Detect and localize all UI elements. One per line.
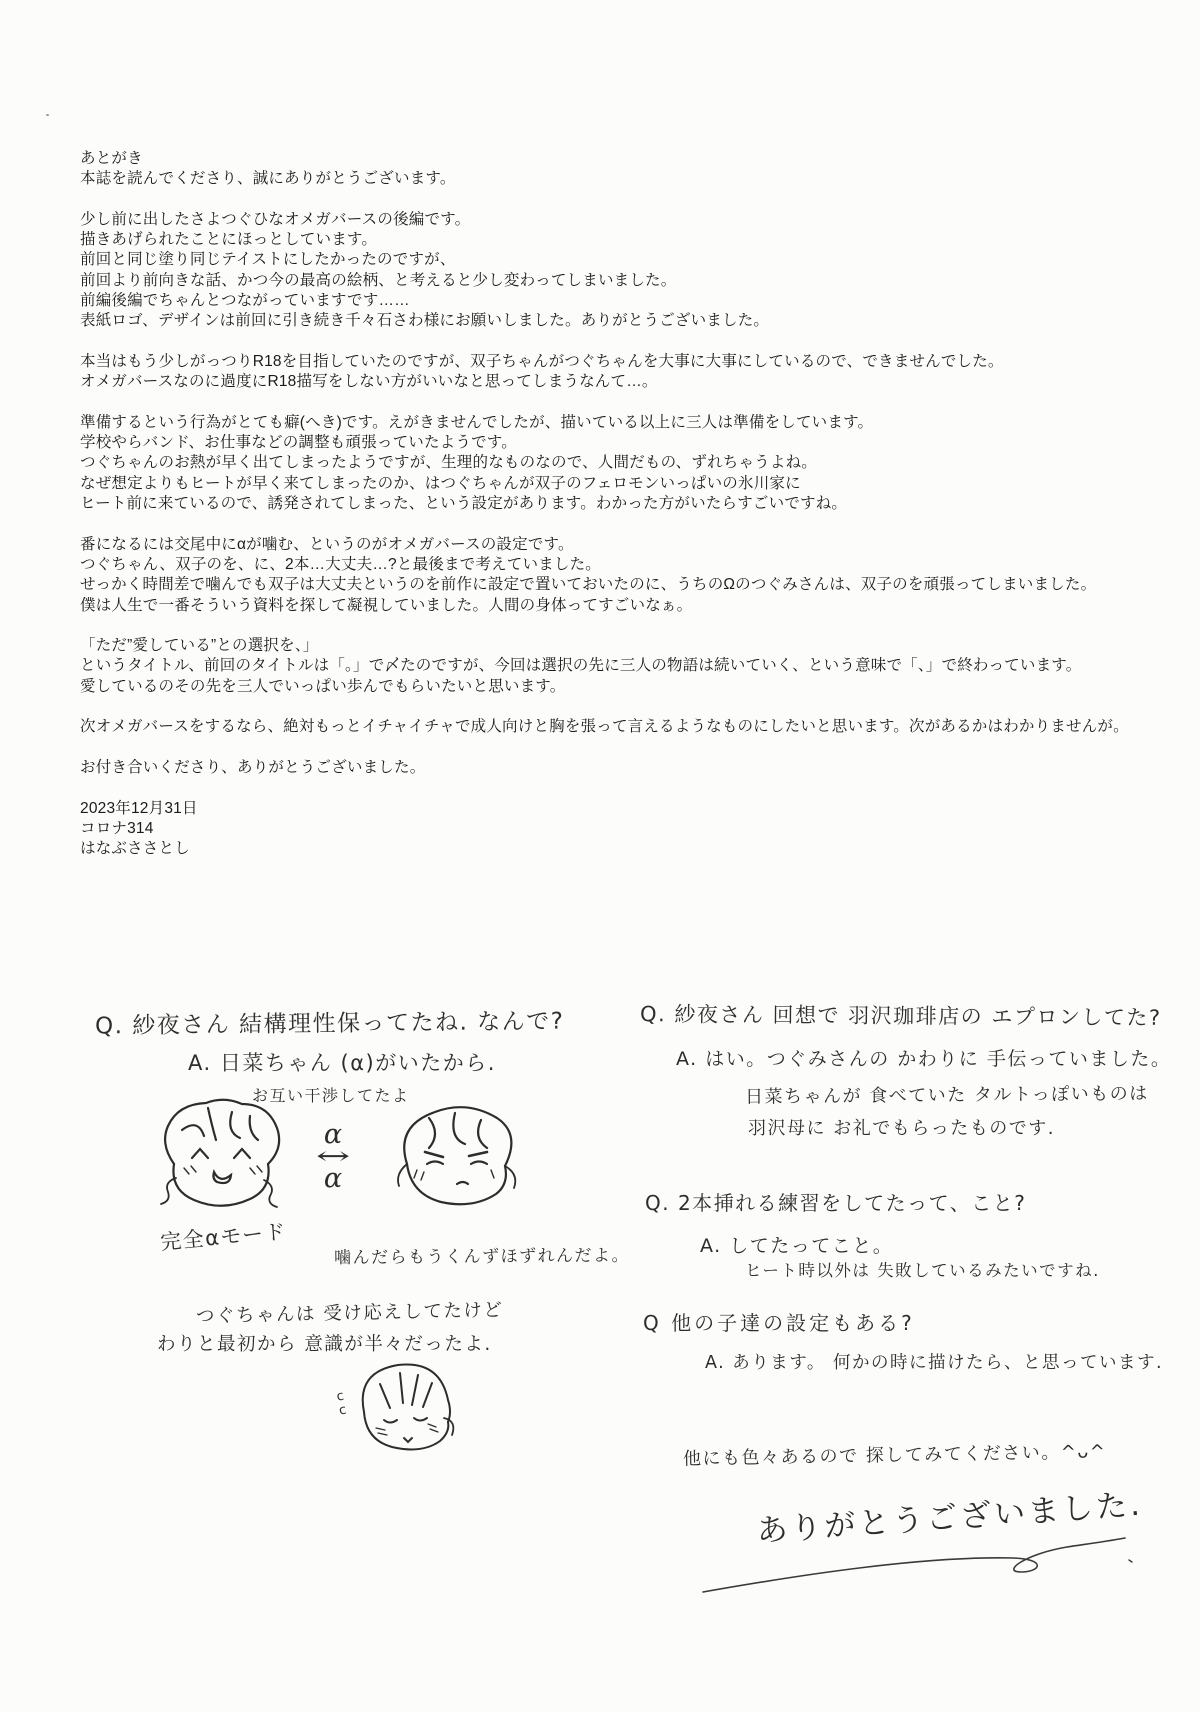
left-note-mutual: お互い干渉してたよ xyxy=(252,1086,410,1105)
afterword-line xyxy=(80,514,1180,534)
right-answer-2-line2: ヒート時以外は 失敗しているみたいですね. xyxy=(745,1261,1100,1280)
left-note-tsugu-line1: つぐちゃんは 受け応えしてたけど xyxy=(195,1299,504,1328)
afterword-line xyxy=(80,738,1180,758)
afterword-line xyxy=(80,697,1180,717)
alpha-symbol-bottom: α xyxy=(323,1163,343,1194)
right-answer-2: A. してたってこと。 xyxy=(700,1235,894,1257)
afterword-line: 少し前に出したさよつぐひなオメガバースの後編です。 xyxy=(80,210,471,228)
afterword-line: 前回と同じ塗り同じテイストにしたかったのですが、 xyxy=(80,251,456,269)
afterword-line: つぐちゃん、双子のを、に、2本…大丈夫…?と最後まで考えていました。 xyxy=(80,555,601,573)
chibi-hina-illustration xyxy=(146,1096,296,1221)
afterword-line: なぜ想定よりもヒートが早く来てしまったのか、はつぐちゃんが双子のフェロモンいっぱいの氷川家に xyxy=(80,474,801,492)
afterword-line: せっかく時間差で噛んでも双子は大丈夫というのを前作に設定で置いておいたのに、うちのΩのつぐみさんは、双子のを頑張ってしまいました。 xyxy=(80,576,1097,594)
afterword-line: 番になるには交尾中にαが噛む、というのがオメガバースの設定です。 xyxy=(80,535,574,553)
afterword-line: 本誌を読んでくださり、誠にありがとうございます。 xyxy=(80,170,456,188)
afterword-line: 描きあげられたことにほっとしています。 xyxy=(80,231,378,249)
thanks-message: ありがとうございました. xyxy=(755,1486,1144,1550)
left-label-full-alpha-mode: 完全αモード xyxy=(159,1219,288,1255)
afterword-line: オメガバースなのに過度にR18描写をしない方がいいなと思ってしまうなんて…。 xyxy=(80,373,658,391)
right-question-3: Q 他の子達の設定もある? xyxy=(643,1311,915,1335)
afterword-line: 2023年12月31日 xyxy=(80,799,198,817)
afterword-line xyxy=(80,332,1180,352)
right-question-1: Q. 紗夜さん 回想で 羽沢珈琲店の エプロンしてた? xyxy=(639,1002,1162,1030)
left-note-tsugu-line2: わりと最初から 意識が半々だったよ. xyxy=(157,1334,492,1355)
left-question-1: Q. 紗夜さん 結構理性保ってたね. なんで? xyxy=(94,1008,565,1040)
afterword-line xyxy=(80,190,1180,210)
afterword-line xyxy=(80,778,1180,798)
right-answer-1: A. はい。つぐみさんの かわりに 手伝っていました。 xyxy=(676,1048,1172,1070)
tremble-marks: c c xyxy=(335,1388,350,1419)
afterword-line: はなぶささとし xyxy=(80,840,190,858)
afterword-line: ヒート前に来ているので、誘発されてしまった、という設定があります。わかった方がいたらすごいですね。 xyxy=(80,495,848,513)
right-answer-1-line2: 日菜ちゃんが 食べていた タルトっぽいものは xyxy=(744,1083,1149,1108)
afterword-line: 本当はもう少しがっつりR18を目指していたのですが、双子ちゃんがつぐちゃんを大事に大事にしているので、できませんでした。 xyxy=(80,352,1004,370)
afterword-line: 次オメガバースをするなら、絶対もっとイチャイチャで成人向けと胸を張って言えるようなものにしたいと思います。次があるかはわかりませんが。 xyxy=(80,718,1129,736)
afterword-line: というタイトル、前回のタイトルは「。」で〆たのですが、今回は選択の先に三人の物語は続いていく、という意味で「、」で終わっています。 xyxy=(80,657,1082,675)
afterword-line: 表紙ロゴ、デザインは前回に引き続き千々石さわ様にお願いしました。ありがとうございました。 xyxy=(80,312,770,330)
scan-artifact-dot xyxy=(46,114,49,116)
afterword-line xyxy=(80,616,1180,636)
left-answer-1: A. 日菜ちゃん (α)がいたから. xyxy=(188,1051,496,1075)
afterword-line: 前回より前向きな話、かつ今の最高の絵柄、と考えると少し変わってしまいました。 xyxy=(80,271,677,289)
right-answer-3: A. あります。 何かの時に描けたら、と思っています. xyxy=(705,1353,1164,1373)
afterword-line: 愛しているのその先を三人でいっぱい歩んでもらいたいと思います。 xyxy=(80,677,566,695)
afterword-line: 準備するという行為がとても癖(へき)です。えがきませんでしたが、描いている以上に三人は準備をしています。 xyxy=(80,413,874,431)
afterword-line: つぐちゃんのお熱が早く出てしまったようですが、生理的なものなので、人間だもの、ずれちゃうよね。 xyxy=(80,454,817,472)
chibi-sayo-illustration xyxy=(383,1100,528,1220)
flourish-underline xyxy=(695,1532,1135,1597)
chibi-tsugumi-illustration xyxy=(348,1356,463,1456)
afterword-line: 「ただ”愛している”との選択を、」 xyxy=(80,637,319,655)
left-note-bite: 噛んだらもうくんずほずれんだよ。 xyxy=(333,1245,631,1269)
right-answer-1-line3: 羽沢母に お礼でもらったものです. xyxy=(748,1118,1055,1139)
double-arrow-icon: ↔ xyxy=(315,1142,351,1170)
afterword-line: お付き合いくださり、ありがとうございました。 xyxy=(80,758,426,776)
afterword-line: 僕は人生で一番そういう資料を探して凝視していました。人間の身体ってすごいなぁ。 xyxy=(80,596,693,614)
afterword-text-block xyxy=(80,149,1180,859)
afterword-line xyxy=(80,393,1180,413)
afterword-line: あとがき xyxy=(80,150,143,167)
closing-note: 他にも色々あるので 探してみてください。^ᴗ^ xyxy=(682,1441,1107,1470)
afterword-line: コロナ314 xyxy=(80,819,154,837)
afterword-line: 前編後編でちゃんとつながっていますです…… xyxy=(80,292,410,310)
right-question-2: Q. 2本挿れる練習をしてたって、こと? xyxy=(645,1191,1027,1215)
alpha-interference-diagram xyxy=(303,1119,363,1194)
alpha-symbol-top: α xyxy=(323,1119,343,1150)
afterword-line: 学校やらバンド、お仕事などの調整も頑張っていたようです。 xyxy=(80,434,517,452)
